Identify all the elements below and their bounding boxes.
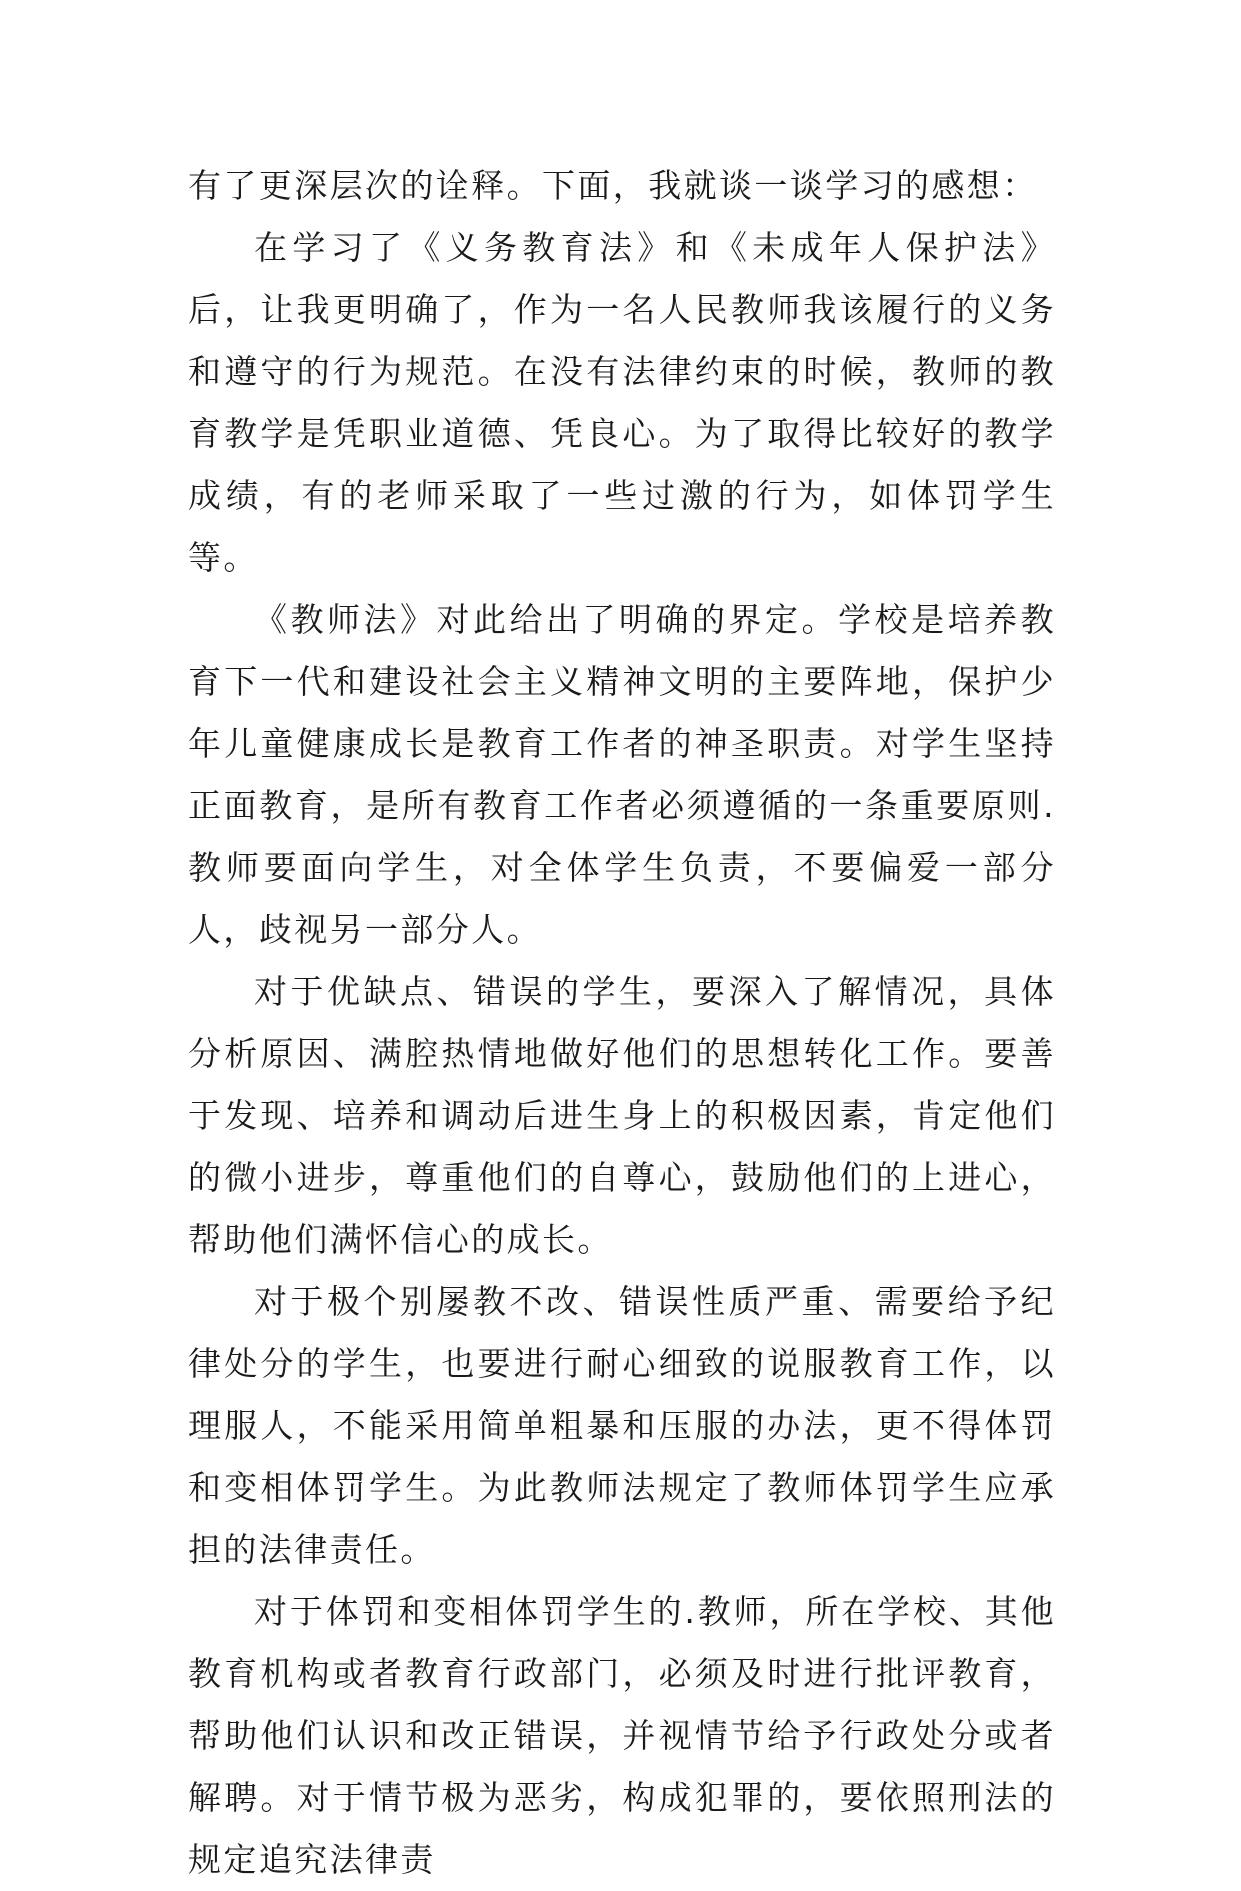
paragraph-struggling-students: 对于优缺点、错误的学生，要深入了解情况，具体分析原因、满腔热情地做好他们的思想转化工作。要善于发现、培养和调动后进生身上的积极因素，肯定他们的微小进步，尊重他们的自尊心，鼓励他们的上进心，帮助他们满怀信心的成长。: [188, 972, 1056, 1259]
paragraph-study-reflection: 在学习了《义务教育法》和《未成年人保护法》后，让我更明确了，作为一名人民教师我该履行的义务和遵守的行为规范。在没有法律约束的时候，教师的教育教学是凭职业道德、凭良心。为了取得比较好的教学成绩，有的老师采取了一些过激的行为，如体罚学生等。: [188, 228, 1056, 577]
paragraph-teachers-law: 《教师法》对此给出了明确的界定。学校是培养教育下一代和建设社会主义精神文明的主要阵地，保护少年儿童健康成长是教育工作者的神圣职责。对学生坚持正面教育，是所有教育工作者必须遵循的一条重要原则.教师要面向学生，对全体学生负责，不要偏爱一部分人，歧视另一部分人。: [188, 600, 1056, 949]
paragraph-corporal-punishment: 对于体罚和变相体罚学生的.教师，所在学校、其他教育机构或者教育行政部门，必须及时进行批评教育，帮助他们认识和改正错误，并视情节给予行政处分或者解聘。对于情节极为恶劣，构成犯罪的，要依照刑法的规定追究法律责: [188, 1592, 1056, 1879]
paragraph-continuation: 有了更深层次的诠释。下面，我就谈一谈学习的感想：: [188, 166, 1038, 205]
document-body: [188, 155, 1056, 1891]
paragraph-discipline: 对于极个别屡教不改、错误性质严重、需要给予纪律处分的学生，也要进行耐心细致的说服教育工作，以理服人，不能采用简单粗暴和压服的办法，更不得体罚和变相体罚学生。为此教师法规定了教师体罚学生应承担的法律责任。: [188, 1282, 1056, 1569]
